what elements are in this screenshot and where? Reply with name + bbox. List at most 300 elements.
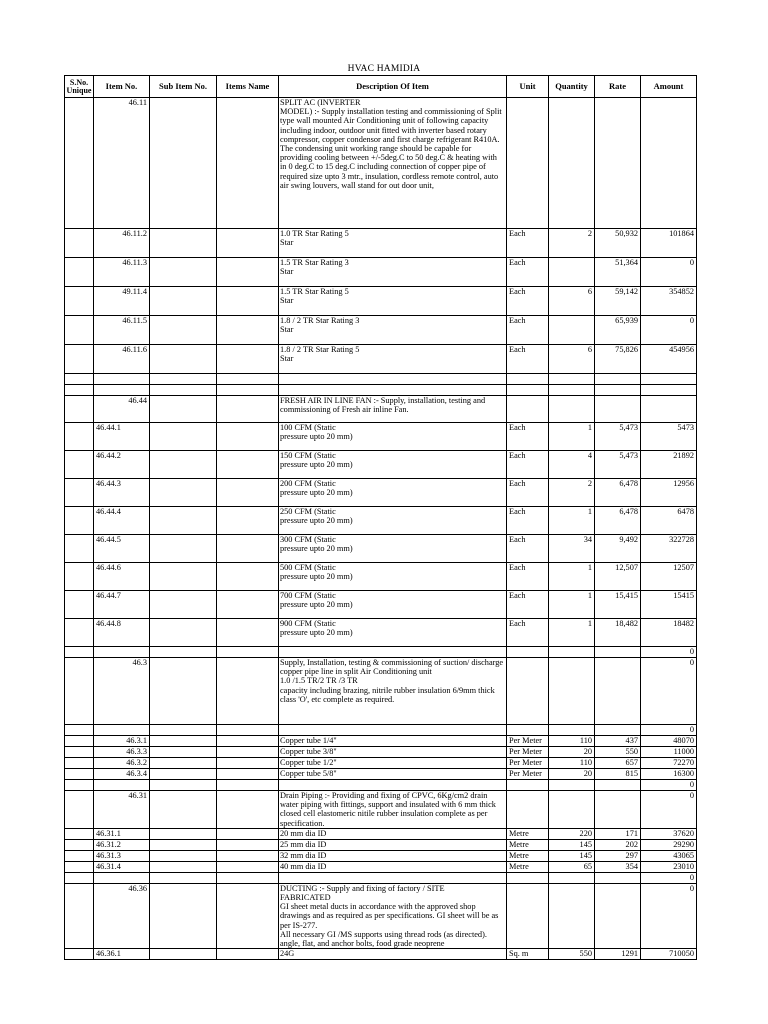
item-no-cell: 46.11.2	[94, 229, 150, 258]
quantity-cell	[549, 658, 595, 725]
item-no-cell: 46.11.5	[94, 316, 150, 345]
quantity-cell: 2	[549, 479, 595, 507]
unit-cell: Each	[507, 535, 549, 563]
quantity-cell	[549, 791, 595, 829]
item-no-cell: 46.36.1	[94, 949, 150, 960]
amount-cell: 11000	[641, 747, 697, 758]
items-name-cell	[217, 758, 279, 769]
amount-cell: 48070	[641, 736, 697, 747]
quantity-cell	[549, 98, 595, 229]
table-row	[65, 736, 697, 747]
unit-cell: Per Meter	[507, 758, 549, 769]
items-name-cell	[217, 647, 279, 658]
sno-cell	[65, 396, 94, 423]
rate-cell: 5,473	[595, 423, 641, 451]
sub-item-no-cell	[150, 287, 217, 316]
unit-cell: Per Meter	[507, 747, 549, 758]
amount-cell: 0	[641, 883, 697, 948]
sno-cell	[65, 647, 94, 658]
quantity-cell	[549, 647, 595, 658]
sno-cell	[65, 861, 94, 872]
description-cell: 250 CFM (Static pressure upto 20 mm)	[279, 507, 507, 535]
items-name-cell	[217, 258, 279, 287]
table-row	[65, 725, 697, 736]
table-row	[65, 758, 697, 769]
description-cell: 500 CFM (Static pressure upto 20 mm)	[279, 563, 507, 591]
quantity-cell: 6	[549, 345, 595, 374]
sno-cell	[65, 619, 94, 647]
description-cell	[279, 647, 507, 658]
sub-item-no-cell	[150, 591, 217, 619]
items-name-cell	[217, 828, 279, 839]
sub-item-no-cell	[150, 396, 217, 423]
quantity-cell	[549, 780, 595, 791]
rate-cell: 297	[595, 850, 641, 861]
items-name-cell	[217, 563, 279, 591]
rate-cell: 12,507	[595, 563, 641, 591]
item-no-cell	[94, 725, 150, 736]
description-cell: 1.5 TR Star Rating 5 Star	[279, 287, 507, 316]
quantity-cell: 1	[549, 507, 595, 535]
item-no-cell: 46.31.4	[94, 861, 150, 872]
sub-item-no-cell	[150, 563, 217, 591]
quantity-cell: 110	[549, 736, 595, 747]
sub-item-no-cell	[150, 725, 217, 736]
items-name-cell	[217, 850, 279, 861]
unit-cell: Each	[507, 316, 549, 345]
items-name-cell	[217, 451, 279, 479]
sub-item-no-cell	[150, 316, 217, 345]
rate-cell: 657	[595, 758, 641, 769]
items-name-cell	[217, 396, 279, 423]
item-no-cell: 46.44.6	[94, 563, 150, 591]
items-name-cell	[217, 507, 279, 535]
table-row	[65, 258, 697, 287]
rate-cell: 9,492	[595, 535, 641, 563]
amount-cell: 0	[641, 791, 697, 829]
quantity-cell	[549, 883, 595, 948]
description-cell: 24G	[279, 949, 507, 960]
unit-cell: Each	[507, 507, 549, 535]
item-no-cell: 46.3.4	[94, 769, 150, 780]
table-row	[65, 98, 697, 229]
sno-cell	[65, 658, 94, 725]
sno-cell	[65, 839, 94, 850]
sub-item-no-cell	[150, 861, 217, 872]
item-no-cell	[94, 374, 150, 385]
unit-cell: Each	[507, 451, 549, 479]
item-no-cell: 46.44.1	[94, 423, 150, 451]
table-row	[65, 479, 697, 507]
sub-item-no-cell	[150, 258, 217, 287]
unit-cell: Metre	[507, 839, 549, 850]
amount-cell: 21892	[641, 451, 697, 479]
description-cell: 1.5 TR Star Rating 3 Star	[279, 258, 507, 287]
description-cell: 700 CFM (Static pressure upto 20 mm)	[279, 591, 507, 619]
sno-cell	[65, 736, 94, 747]
quantity-cell	[549, 316, 595, 345]
table-row	[65, 345, 697, 374]
amount-cell: 0	[641, 658, 697, 725]
sno-cell	[65, 883, 94, 948]
amount-cell	[641, 396, 697, 423]
description-cell: FRESH AIR IN LINE FAN :- Supply, installation, testing and commissioning of Fresh air inline Fan.	[279, 396, 507, 423]
amount-cell	[641, 374, 697, 385]
unit-cell	[507, 658, 549, 725]
sno-cell	[65, 850, 94, 861]
items-name-cell	[217, 791, 279, 829]
rate-cell: 51,364	[595, 258, 641, 287]
items-name-cell	[217, 385, 279, 396]
sno-cell	[65, 872, 94, 883]
quantity-cell	[549, 396, 595, 423]
unit-cell	[507, 385, 549, 396]
sno-cell	[65, 229, 94, 258]
items-name-cell	[217, 479, 279, 507]
items-name-cell	[217, 316, 279, 345]
sno-cell	[65, 287, 94, 316]
item-no-cell: 46.3.1	[94, 736, 150, 747]
description-cell	[279, 780, 507, 791]
sub-item-no-cell	[150, 850, 217, 861]
description-cell: DUCTING :- Supply and fixing of factory / SITE FABRICATED GI sheet metal ducts in accordance with the approved shop drawings and as required as per specifications. GI sheet will be as per IS-277. All necessary GI /MS supports using thread rods (as directed). angle, flat, and anchor bolts, food grade neoprene	[279, 883, 507, 948]
items-name-cell	[217, 423, 279, 451]
amount-cell: 43065	[641, 850, 697, 861]
table-row	[65, 780, 697, 791]
amount-cell: 0	[641, 647, 697, 658]
unit-cell	[507, 98, 549, 229]
table-row	[65, 747, 697, 758]
table-row	[65, 839, 697, 850]
header-row	[65, 76, 697, 98]
sub-item-no-cell	[150, 507, 217, 535]
unit-cell: Metre	[507, 861, 549, 872]
description-cell: 1.8 / 2 TR Star Rating 5 Star	[279, 345, 507, 374]
unit-cell: Metre	[507, 828, 549, 839]
description-cell: 32 mm dia ID	[279, 850, 507, 861]
sub-item-no-cell	[150, 769, 217, 780]
sub-item-no-cell	[150, 736, 217, 747]
sno-cell	[65, 423, 94, 451]
sno-cell	[65, 535, 94, 563]
description-cell: Copper tube 3/8''	[279, 747, 507, 758]
amount-cell: 72270	[641, 758, 697, 769]
rate-cell	[595, 883, 641, 948]
description-cell	[279, 374, 507, 385]
sno-cell	[65, 563, 94, 591]
items-name-cell	[217, 591, 279, 619]
rate-cell	[595, 658, 641, 725]
description-cell: 150 CFM (Static pressure upto 20 mm)	[279, 451, 507, 479]
quantity-cell: 2	[549, 229, 595, 258]
table-row	[65, 563, 697, 591]
description-cell: Copper tube 5/8''	[279, 769, 507, 780]
quantity-cell	[549, 725, 595, 736]
rate-cell	[595, 791, 641, 829]
sub-item-no-cell	[150, 791, 217, 829]
sno-cell	[65, 479, 94, 507]
rate-cell	[595, 725, 641, 736]
rate-cell: 437	[595, 736, 641, 747]
header-amount: Amount	[641, 76, 697, 98]
items-name-cell	[217, 747, 279, 758]
unit-cell	[507, 374, 549, 385]
sub-item-no-cell	[150, 374, 217, 385]
rate-cell: 550	[595, 747, 641, 758]
amount-cell: 16300	[641, 769, 697, 780]
unit-cell: Per Meter	[507, 769, 549, 780]
rate-cell: 65,939	[595, 316, 641, 345]
quantity-cell: 1	[549, 619, 595, 647]
description-cell: 1.0 TR Star Rating 5 Star	[279, 229, 507, 258]
items-name-cell	[217, 725, 279, 736]
rate-cell: 50,932	[595, 229, 641, 258]
unit-cell: Each	[507, 345, 549, 374]
description-cell	[279, 725, 507, 736]
amount-cell: 0	[641, 872, 697, 883]
unit-cell	[507, 780, 549, 791]
sno-cell	[65, 385, 94, 396]
unit-cell: Each	[507, 563, 549, 591]
unit-cell: Per Meter	[507, 736, 549, 747]
amount-cell: 0	[641, 258, 697, 287]
sno-cell	[65, 769, 94, 780]
item-no-cell: 46.11	[94, 98, 150, 229]
sno-cell	[65, 747, 94, 758]
item-no-cell	[94, 647, 150, 658]
rate-cell: 59,142	[595, 287, 641, 316]
sub-item-no-cell	[150, 451, 217, 479]
table-row	[65, 658, 697, 725]
sub-item-no-cell	[150, 949, 217, 960]
items-name-cell	[217, 229, 279, 258]
amount-cell: 15415	[641, 591, 697, 619]
items-name-cell	[217, 374, 279, 385]
items-name-cell	[217, 658, 279, 725]
sub-item-no-cell	[150, 839, 217, 850]
item-no-cell: 46.3.3	[94, 747, 150, 758]
item-no-cell: 46.44.4	[94, 507, 150, 535]
rate-cell	[595, 374, 641, 385]
amount-cell: 6478	[641, 507, 697, 535]
table-row	[65, 287, 697, 316]
quantity-cell: 145	[549, 839, 595, 850]
items-name-cell	[217, 949, 279, 960]
description-cell: 900 CFM (Static pressure upto 20 mm)	[279, 619, 507, 647]
amount-cell: 0	[641, 725, 697, 736]
rate-cell: 75,826	[595, 345, 641, 374]
rate-cell: 5,473	[595, 451, 641, 479]
amount-cell: 454956	[641, 345, 697, 374]
unit-cell	[507, 396, 549, 423]
unit-cell: Each	[507, 479, 549, 507]
unit-cell: Metre	[507, 850, 549, 861]
rate-cell: 1291	[595, 949, 641, 960]
header-unit: Unit	[507, 76, 549, 98]
items-name-cell	[217, 872, 279, 883]
sub-item-no-cell	[150, 619, 217, 647]
unit-cell: Each	[507, 619, 549, 647]
header-rate: Rate	[595, 76, 641, 98]
sub-item-no-cell	[150, 423, 217, 451]
unit-cell	[507, 725, 549, 736]
amount-cell: 322728	[641, 535, 697, 563]
sub-item-no-cell	[150, 98, 217, 229]
description-cell: SPLIT AC (INVERTER MODEL) :- Supply installation testing and commissioning of Split type wall mounted Air Conditioning unit of following capacity including indoor, outdoor unit fitted with inverter based rotary compressor, copper condensor and first charge refrigerant R410A. The condensing unit working range should be capable for providing cooling between +/-5deg.C to 50 deg.C & heating with in 0 deg.C to 15 deg.C including connection of copper pipe of required size upto 3 mtr., insulation, cordless remote control, auto air swing louvers, wall stand for out door unit,	[279, 98, 507, 229]
sub-item-no-cell	[150, 758, 217, 769]
rate-cell: 6,478	[595, 507, 641, 535]
description-cell: 300 CFM (Static pressure upto 20 mm)	[279, 535, 507, 563]
items-name-cell	[217, 287, 279, 316]
rate-cell	[595, 98, 641, 229]
table-row	[65, 385, 697, 396]
quantity-cell: 145	[549, 850, 595, 861]
table-row	[65, 883, 697, 948]
description-cell: Copper tube 1/2''	[279, 758, 507, 769]
table-row	[65, 374, 697, 385]
table-row	[65, 396, 697, 423]
table-row	[65, 507, 697, 535]
sno-cell	[65, 345, 94, 374]
rate-cell	[595, 872, 641, 883]
header-items-name: Items Name	[217, 76, 279, 98]
sheet-title: HVAC HAMIDIA	[347, 64, 421, 74]
header-quantity: Quantity	[549, 76, 595, 98]
amount-cell	[641, 385, 697, 396]
quantity-cell: 1	[549, 563, 595, 591]
table-row	[65, 769, 697, 780]
unit-cell	[507, 791, 549, 829]
header-item-no: Item No.	[94, 76, 150, 98]
table-row	[65, 423, 697, 451]
amount-cell: 12956	[641, 479, 697, 507]
unit-cell: Each	[507, 591, 549, 619]
header-description: Description Of Item	[279, 76, 507, 98]
rate-cell: 15,415	[595, 591, 641, 619]
sno-cell	[65, 780, 94, 791]
sno-cell	[65, 507, 94, 535]
item-no-cell: 46.3.2	[94, 758, 150, 769]
item-no-cell: 46.11.6	[94, 345, 150, 374]
sub-item-no-cell	[150, 647, 217, 658]
items-name-cell	[217, 839, 279, 850]
unit-cell: Each	[507, 229, 549, 258]
table-row	[65, 872, 697, 883]
sno-cell	[65, 374, 94, 385]
unit-cell	[507, 883, 549, 948]
sno-cell	[65, 949, 94, 960]
description-cell: Drain Piping :- Providing and fixing of CPVC, 6Kg/cm2 drain water piping with fittings, support and insulated with 6 mm thick closed cell elastomeric nitile rubber insulation complete as per specification.	[279, 791, 507, 829]
rate-cell: 202	[595, 839, 641, 850]
unit-cell	[507, 872, 549, 883]
amount-cell: 354852	[641, 287, 697, 316]
sno-cell	[65, 98, 94, 229]
header-sub-item-no: Sub Item No.	[150, 76, 217, 98]
description-cell: 100 CFM (Static pressure upto 20 mm)	[279, 423, 507, 451]
item-no-cell: 46.31.3	[94, 850, 150, 861]
table-row	[65, 229, 697, 258]
rate-cell: 18,482	[595, 619, 641, 647]
unit-cell: Each	[507, 423, 549, 451]
sno-cell	[65, 828, 94, 839]
item-no-cell: 46.3	[94, 658, 150, 725]
quantity-cell: 20	[549, 769, 595, 780]
items-name-cell	[217, 736, 279, 747]
table-row	[65, 791, 697, 829]
amount-cell: 0	[641, 316, 697, 345]
item-no-cell: 46.11.3	[94, 258, 150, 287]
quantity-cell: 1	[549, 423, 595, 451]
amount-cell: 710050	[641, 949, 697, 960]
description-cell: 1.8 / 2 TR Star Rating 3 Star	[279, 316, 507, 345]
sub-item-no-cell	[150, 385, 217, 396]
quantity-cell: 220	[549, 828, 595, 839]
quantity-cell	[549, 258, 595, 287]
items-name-cell	[217, 98, 279, 229]
sub-item-no-cell	[150, 828, 217, 839]
sub-item-no-cell	[150, 780, 217, 791]
sno-cell	[65, 258, 94, 287]
table-row	[65, 828, 697, 839]
rate-cell: 815	[595, 769, 641, 780]
items-name-cell	[217, 535, 279, 563]
unit-cell: Sq. m	[507, 949, 549, 960]
item-no-cell	[94, 385, 150, 396]
sub-item-no-cell	[150, 345, 217, 374]
sub-item-no-cell	[150, 479, 217, 507]
quantity-cell: 34	[549, 535, 595, 563]
item-no-cell: 46.36	[94, 883, 150, 948]
item-no-cell: 46.44.7	[94, 591, 150, 619]
unit-cell: Each	[507, 258, 549, 287]
description-cell: Supply, Installation, testing & commissioning of suction/ discharge copper pipe line in split Air Conditioning unit 1.0 /1.5 TR/2 TR /3 TR capacity including brazing, nitrile rubber insulation 6/9mm thick class 'O', etc complete as required.	[279, 658, 507, 725]
sub-item-no-cell	[150, 535, 217, 563]
header-sno: S.No. Unique	[65, 76, 94, 98]
unit-cell: Each	[507, 287, 549, 316]
item-no-cell	[94, 780, 150, 791]
item-no-cell: 46.31.2	[94, 839, 150, 850]
quantity-cell: 65	[549, 861, 595, 872]
quantity-cell: 110	[549, 758, 595, 769]
sub-item-no-cell	[150, 747, 217, 758]
sub-item-no-cell	[150, 883, 217, 948]
amount-cell: 101864	[641, 229, 697, 258]
amount-cell: 18482	[641, 619, 697, 647]
amount-cell	[641, 98, 697, 229]
item-no-cell: 49.11.4	[94, 287, 150, 316]
sub-item-no-cell	[150, 658, 217, 725]
description-cell: 40 mm dia ID	[279, 861, 507, 872]
item-no-cell: 46.44	[94, 396, 150, 423]
sub-item-no-cell	[150, 229, 217, 258]
item-no-cell: 46.44.2	[94, 451, 150, 479]
quantity-cell	[549, 385, 595, 396]
items-name-cell	[217, 619, 279, 647]
amount-cell: 29290	[641, 839, 697, 850]
item-no-cell: 46.44.5	[94, 535, 150, 563]
sno-cell	[65, 725, 94, 736]
table-row	[65, 591, 697, 619]
table-row	[65, 535, 697, 563]
amount-cell: 12507	[641, 563, 697, 591]
table-row	[65, 861, 697, 872]
quantity-cell: 550	[549, 949, 595, 960]
sno-cell	[65, 316, 94, 345]
rate-cell	[595, 385, 641, 396]
table-row	[65, 316, 697, 345]
description-cell: 200 CFM (Static pressure upto 20 mm)	[279, 479, 507, 507]
amount-cell: 23010	[641, 861, 697, 872]
